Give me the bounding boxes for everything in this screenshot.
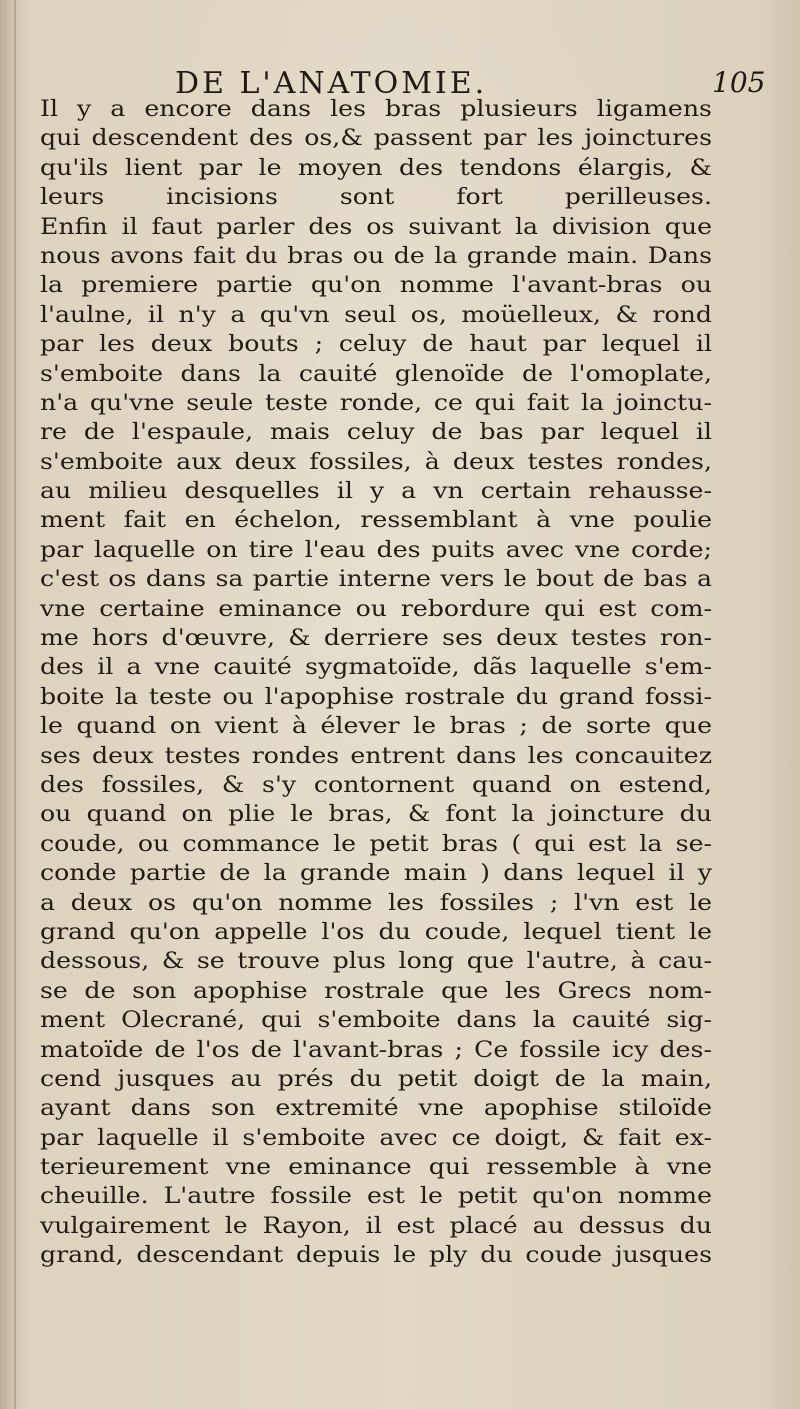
text-line: se de son apophise rostrale que les Grecs nom- bbox=[40, 977, 712, 1004]
page-number: 105 bbox=[712, 66, 766, 99]
text-line: au milieu desquelles il y a vn certain rehausse- bbox=[40, 478, 712, 505]
text-line: par les deux bouts ; celuy de haut par lequel il bbox=[40, 331, 712, 358]
text-line: Il y a encore dans les bras plusieurs ligamens bbox=[40, 96, 712, 122]
text-line: qu'ils lient par le moyen des tendons élargis, & bbox=[40, 154, 712, 181]
text-line: Enfin il faut parler des os suivant la division que bbox=[40, 213, 712, 240]
text-line: a deux os qu'on nomme les fossiles ; l'vn est le bbox=[40, 889, 712, 916]
text-line: coude, ou commance le petit bras ( qui est la se- bbox=[40, 830, 712, 857]
text-line: ment fait en échelon, ressemblant à vne poulie bbox=[40, 507, 712, 534]
text-line: qui descendent des os,& passent par les joinctures bbox=[40, 125, 712, 152]
text-line: par laquelle il s'emboite avec ce doigt, & fait ex- bbox=[40, 1124, 712, 1151]
text-line: re de l'espaule, mais celuy de bas par lequel il bbox=[40, 419, 712, 446]
text-line: leurs incisions sont fort perilleuses. bbox=[40, 184, 712, 211]
text-line: vulgairement le Rayon, il est placé au dessus du bbox=[40, 1212, 712, 1239]
text-line: grand qu'on appelle l'os du coude, lequel tient le bbox=[40, 918, 712, 945]
text-line: cheuille. L'autre fossile est le petit qu'on nomme bbox=[40, 1183, 712, 1210]
text-line: la premiere partie qu'on nomme l'avant-bras ou bbox=[40, 272, 712, 299]
text-line: n'a qu'vne seule teste ronde, ce qui fait la joinctu- bbox=[40, 389, 712, 416]
text-line: boite la teste ou l'apophise rostrale du grand fossi- bbox=[40, 683, 712, 710]
text-line: s'emboite dans la cauité glenoïde de l'omoplate, bbox=[40, 360, 712, 387]
text-line: ayant dans son extremité vne apophise stiloïde bbox=[40, 1095, 712, 1122]
text-line: des fossiles, & s'y contornent quand on estend, bbox=[40, 771, 712, 798]
text-line: vne certaine eminance ou rebordure qui est com- bbox=[40, 595, 712, 622]
text-line: terieurement vne eminance qui ressemble à vne bbox=[40, 1154, 712, 1181]
text-line: l'aulne, il n'y a qu'vn seul os, moüelleux, & rond bbox=[40, 301, 712, 328]
text-line: nous avons fait du bras ou de la grande main. Dans bbox=[40, 242, 712, 269]
text-line: matoïde de l'os de l'avant-bras ; Ce fossile icy des- bbox=[40, 1036, 712, 1063]
text-line: ou quand on plie le bras, & font la joincture du bbox=[40, 801, 712, 828]
text-line: ses deux testes rondes entrent dans les concauitez bbox=[40, 742, 712, 769]
text-line: des il a vne cauité sygmatoïde, dãs laquelle s'em- bbox=[40, 654, 712, 681]
text-line: par laquelle on tire l'eau des puits avec vne corde; bbox=[40, 536, 712, 563]
text-line: conde partie de la grande main ) dans lequel il y bbox=[40, 860, 712, 887]
text-line: grand, descendant depuis le ply du coude jusques bbox=[40, 1242, 712, 1269]
text-line: ment Olecrané, qui s'emboite dans la cauité sig- bbox=[40, 1007, 712, 1034]
text-line: s'emboite aux deux fossiles, à deux testes rondes, bbox=[40, 448, 712, 475]
text-line: le quand on vient à élever le bras ; de sorte que bbox=[40, 713, 712, 740]
text-line: dessous, & se trouve plus long que l'autre, à cau- bbox=[40, 948, 712, 975]
body-text bbox=[40, 95, 712, 1271]
text-line: c'est os dans sa partie interne vers le bout de bas a bbox=[40, 566, 712, 593]
running-head: DE L'ANATOMIE. bbox=[175, 66, 488, 101]
text-line: cend jusques au prés du petit doigt de la main, bbox=[40, 1065, 712, 1092]
text-line: me hors d'œuvre, & derriere ses deux testes ron- bbox=[40, 625, 712, 652]
gutter-edge bbox=[14, 0, 16, 1409]
